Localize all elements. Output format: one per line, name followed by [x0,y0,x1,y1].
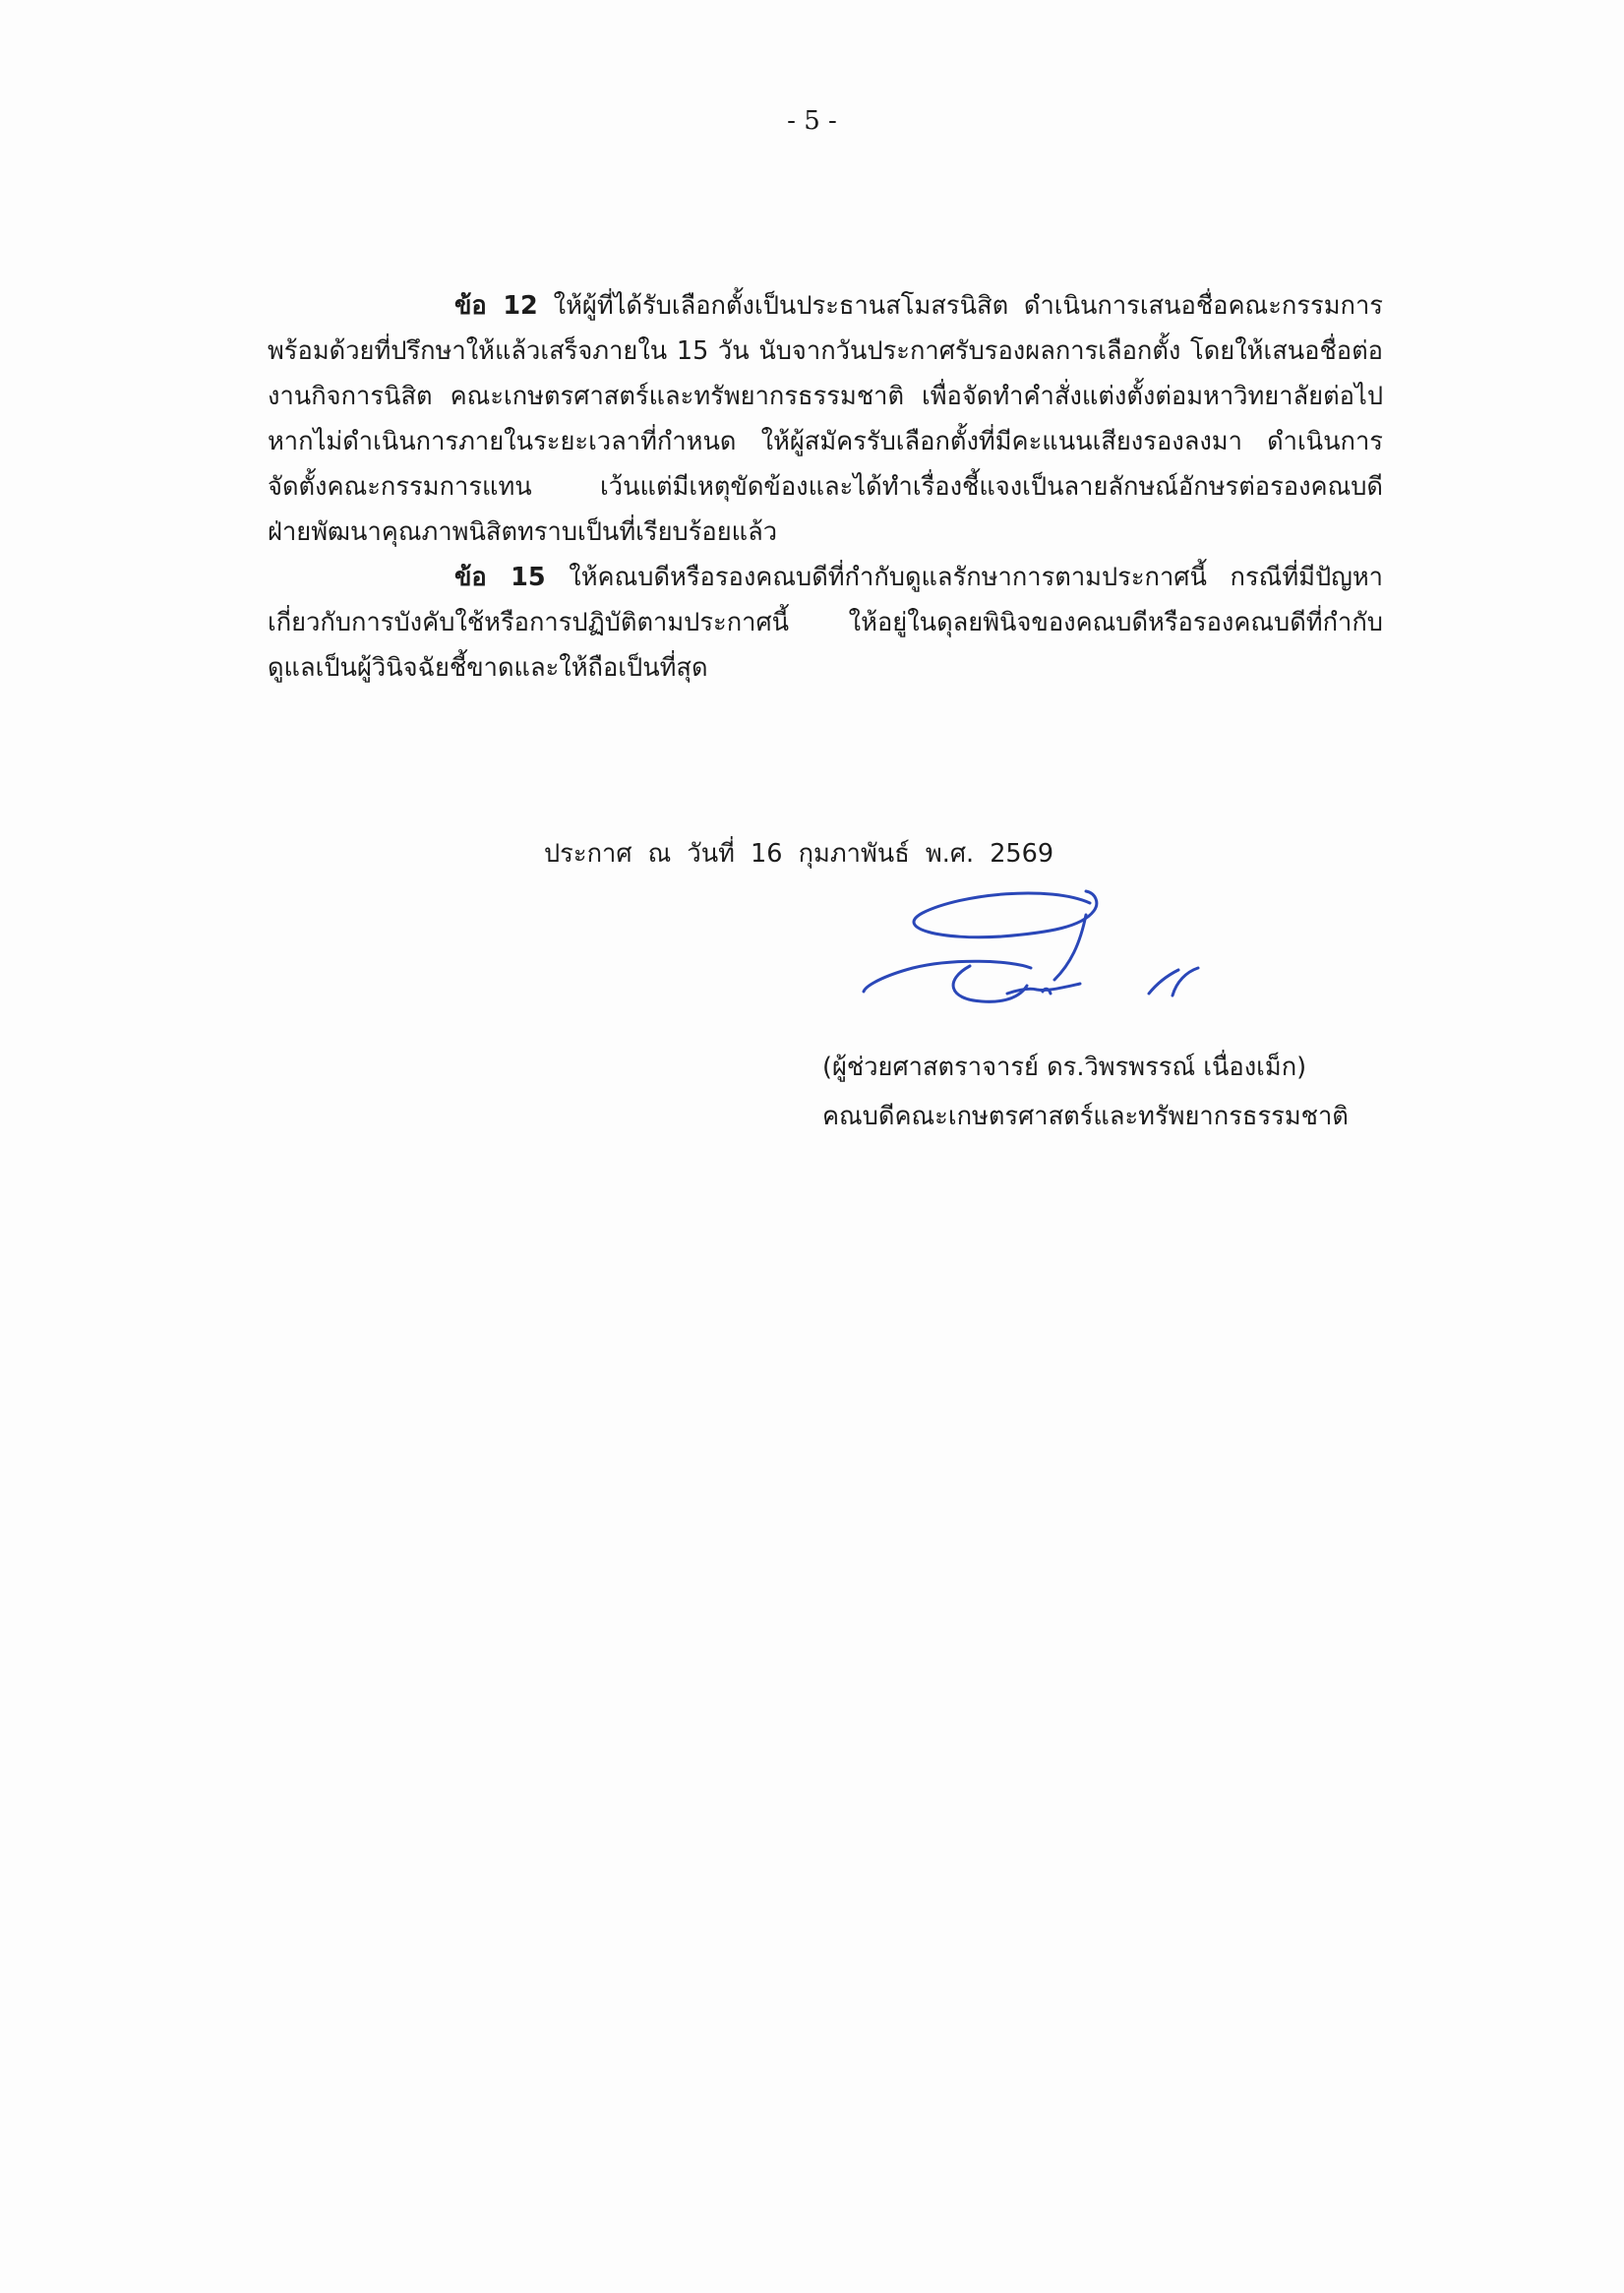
signer-position: คณบดีคณะเกษตรศาสตร์และทรัพยากรธรรมชาติ [822,1102,1349,1131]
clause-12-line-1 [268,283,1383,329]
clause-12-line-2: พร้อมด้วยที่ปรึกษาให้แล้วเสร็จภายใน 15 วัน นับจากวันประกาศรับรองผลการเลือกตั้ง โดยให้เสนอชื่อต่อ [268,336,1383,366]
clause-12-line-3: งานกิจการนิสิต คณะเกษตรศาสตร์และทรัพยากรธรรมชาติ เพื่อจัดทำคำสั่งแต่งตั้งต่อมหาวิทยาลัยต่อไป [268,382,1383,411]
page-number: - 5 - [787,106,837,136]
clause-12-label: ข้อ 12 [454,291,538,321]
clause-12-line-6: ฝ่ายพัฒนาคุณภาพนิสิตทราบเป็นที่เรียบร้อยแล้ว [268,517,778,547]
clause-15-text-1: ให้คณบดีหรือรองคณบดีที่กำกับดูแลรักษาการตามประกาศนี้ กรณีที่มีปัญหา [569,563,1384,592]
clause-15-line-3: ดูแลเป็นผู้วินิจฉัยชี้ขาดและให้ถือเป็นที่สุด [268,653,708,683]
signer-block [822,1045,1349,1143]
signature-image [854,885,1237,1023]
clause-12-line-5: จัดตั้งคณะกรรมการแทน เว้นแต่มีเหตุขัดข้องและได้ทำเรื่องชี้แจงเป็นลายลักษณ์อักษรต่อรองคณบดี [268,472,1383,502]
signer-name: (ผู้ช่วยศาสตราจารย์ ดร.วิพรพรรณ์ เนื่องเม็ก) [822,1053,1307,1082]
document-body [268,283,1383,691]
clause-15-line-1 [268,555,1383,600]
clause-15-line-2: เกี่ยวกับการบังคับใช้หรือการปฏิบัติตามประกาศนี้ ให้อยู่ในดุลยพินิจของคณบดีหรือรองคณบดีที่กำกับ [268,608,1383,637]
clause-12-line-4: หากไม่ดำเนินการภายในระยะเวลาที่กำหนด ให้ผู้สมัครรับเลือกตั้งที่มีคะแนนเสียงรองลงมา ดำเนินการ [268,427,1383,456]
clause-12-text-1: ให้ผู้ที่ได้รับเลือกตั้งเป็นประธานสโมสรนิสิต ดำเนินการเสนอชื่อคณะกรรมการ [553,291,1383,321]
announcement-date: ประกาศ ณ วันที่ 16 กุมภาพันธ์ พ.ศ. 2569 [544,839,1054,869]
clause-15-label: ข้อ 15 [454,563,546,592]
